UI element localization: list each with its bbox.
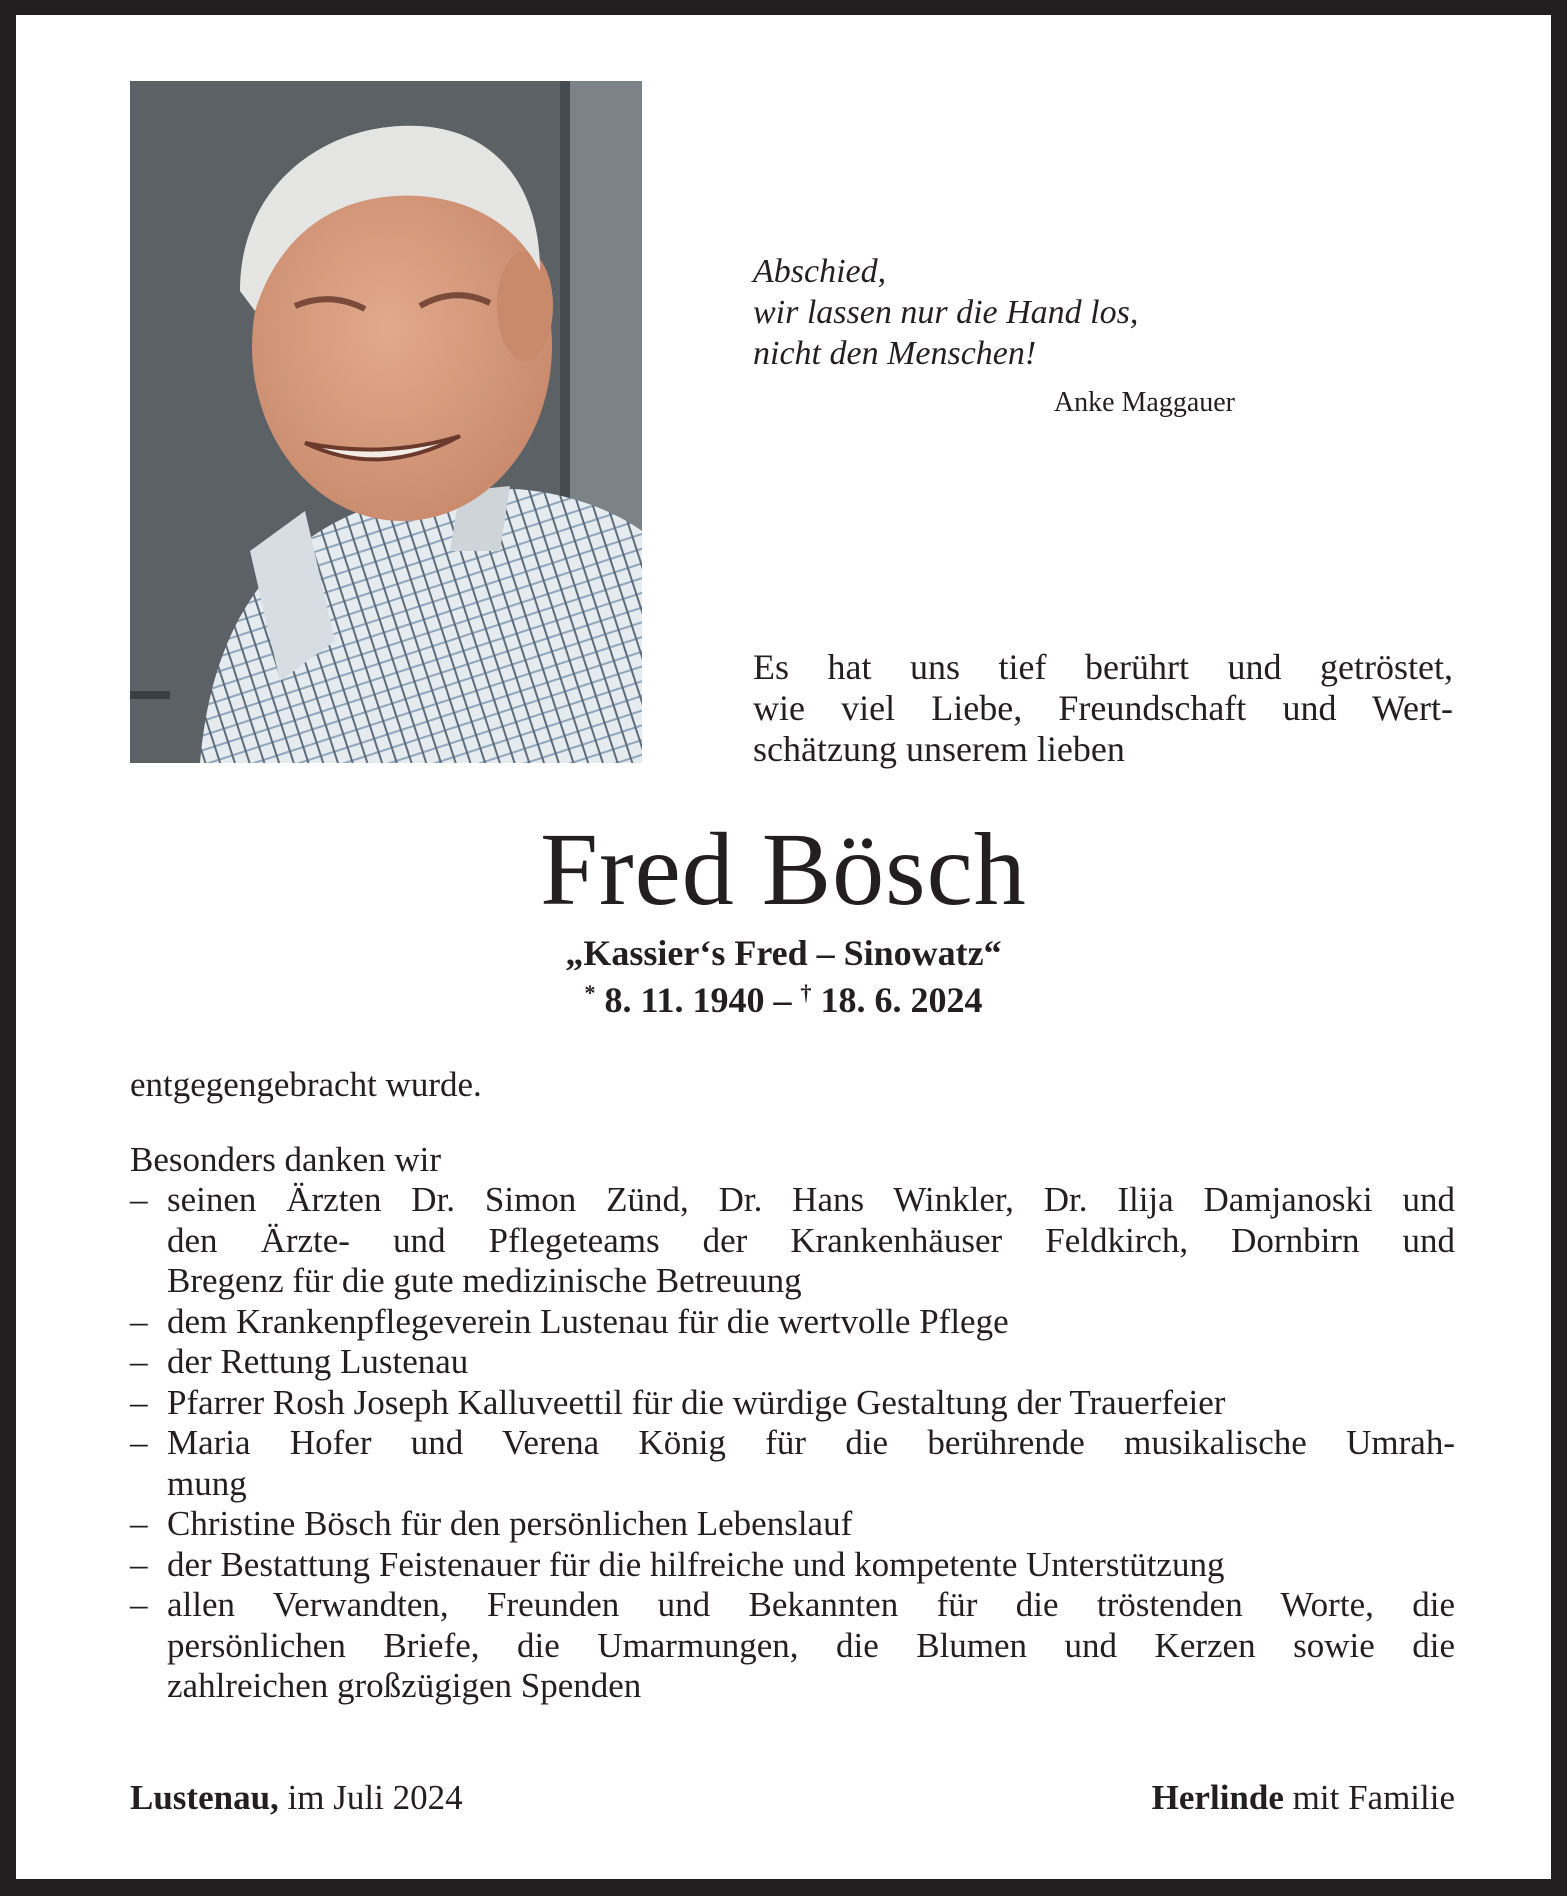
closing-intro: entgegengebracht wurde. <box>130 1065 482 1104</box>
thanks-line: den Ärzte- und Pflegeteams der Krankenhäuser Feldkirch, Dornbirn und <box>167 1220 1455 1260</box>
thanks-line: Pfarrer Rosh Joseph Kalluveettil für die würdige Gestaltung der Trauerfeier <box>167 1382 1226 1422</box>
dash-bullet: – <box>130 1301 148 1341</box>
thanks-list <box>130 1180 1455 1707</box>
thanks-item <box>130 1585 1455 1707</box>
family-name: Herlinde <box>1151 1778 1284 1817</box>
quote-line: nicht den Menschen! <box>753 335 1037 372</box>
intro-line: Es hat uns tief berührt und getröstet, <box>753 647 1453 687</box>
thanks-item <box>130 1383 1455 1424</box>
date: im Juli 2024 <box>278 1778 463 1817</box>
dash-bullet: – <box>130 1342 148 1381</box>
thanks-line: der Bestattung Feistenauer für die hilfreiche und kompetente Unterstützung <box>167 1544 1225 1584</box>
portrait-image <box>130 81 642 763</box>
dash-bullet: – <box>130 1423 148 1462</box>
thanks-line: mung <box>167 1463 247 1503</box>
date-separator: – <box>764 980 801 1020</box>
thanks-line: der Rettung Lustenau <box>167 1342 469 1381</box>
thanks-heading: Besonders danken wir <box>130 1139 442 1179</box>
thanks-line: Christine Bösch für den persönlichen Lebenslauf <box>167 1504 853 1543</box>
thanks-line: allen Verwandten, Freunden und Bekannten für die tröstenden Worte, die <box>167 1585 1455 1624</box>
intro-text <box>753 647 1453 770</box>
signature <box>1152 1778 1455 1818</box>
birth-date: 8. 11. 1940 <box>604 980 765 1020</box>
deceased-name: Fred Bösch <box>540 812 1027 927</box>
birth-symbol: * <box>584 980 596 1005</box>
dash-bullet: – <box>130 1180 148 1219</box>
obituary-page <box>16 15 1551 1879</box>
thanks-body <box>130 1065 1455 1707</box>
intro-line: schätzung unserem lieben <box>753 729 1125 769</box>
thanks-item <box>130 1180 1455 1302</box>
thanks-item <box>130 1302 1455 1343</box>
portrait-photo <box>130 81 642 763</box>
death-symbol: † <box>800 980 812 1005</box>
dash-bullet: – <box>130 1585 148 1624</box>
thanks-item <box>130 1545 1455 1586</box>
place: Lustenau, <box>130 1778 279 1817</box>
quote-line: wir lassen nur die Hand los, <box>753 294 1139 331</box>
thanks-line: Maria Hofer und Verena König für die berührende musikalische Umrah- <box>167 1423 1455 1462</box>
quote-author: Anke Maggauer <box>1053 387 1235 418</box>
thanks-item <box>130 1504 1455 1545</box>
intro-line: wie viel Liebe, Freundschaft und Wert- <box>753 688 1453 728</box>
quote <box>753 251 1273 374</box>
place-date <box>130 1778 463 1818</box>
thanks-line: zahlreichen großzügigen Spenden <box>167 1666 642 1705</box>
quote-line: Abschied, <box>753 253 887 290</box>
thanks-line: persönlichen Briefe, die Umarmungen, die Blumen und Kerzen sowie die <box>167 1625 1455 1665</box>
thanks-item <box>130 1342 1455 1383</box>
dash-bullet: – <box>130 1544 148 1584</box>
life-dates <box>16 973 1551 1020</box>
family-suffix: mit Familie <box>1283 1778 1455 1817</box>
thanks-line: dem Krankenpflegeverein Lustenau für die wertvolle Pflege <box>167 1301 1009 1341</box>
dash-bullet: – <box>130 1382 148 1422</box>
dash-bullet: – <box>130 1504 148 1543</box>
thanks-line: Bregenz für die gute medizinische Betreuung <box>167 1261 802 1300</box>
thanks-line: seinen Ärzten Dr. Simon Zünd, Dr. Hans Winkler, Dr. Ilija Damjanoski und <box>167 1180 1455 1219</box>
deceased-nickname: „Kassier‘s Fred – Sinowatz“ <box>565 933 1002 973</box>
death-date: 18. 6. 2024 <box>820 980 983 1020</box>
thanks-item <box>130 1423 1455 1504</box>
